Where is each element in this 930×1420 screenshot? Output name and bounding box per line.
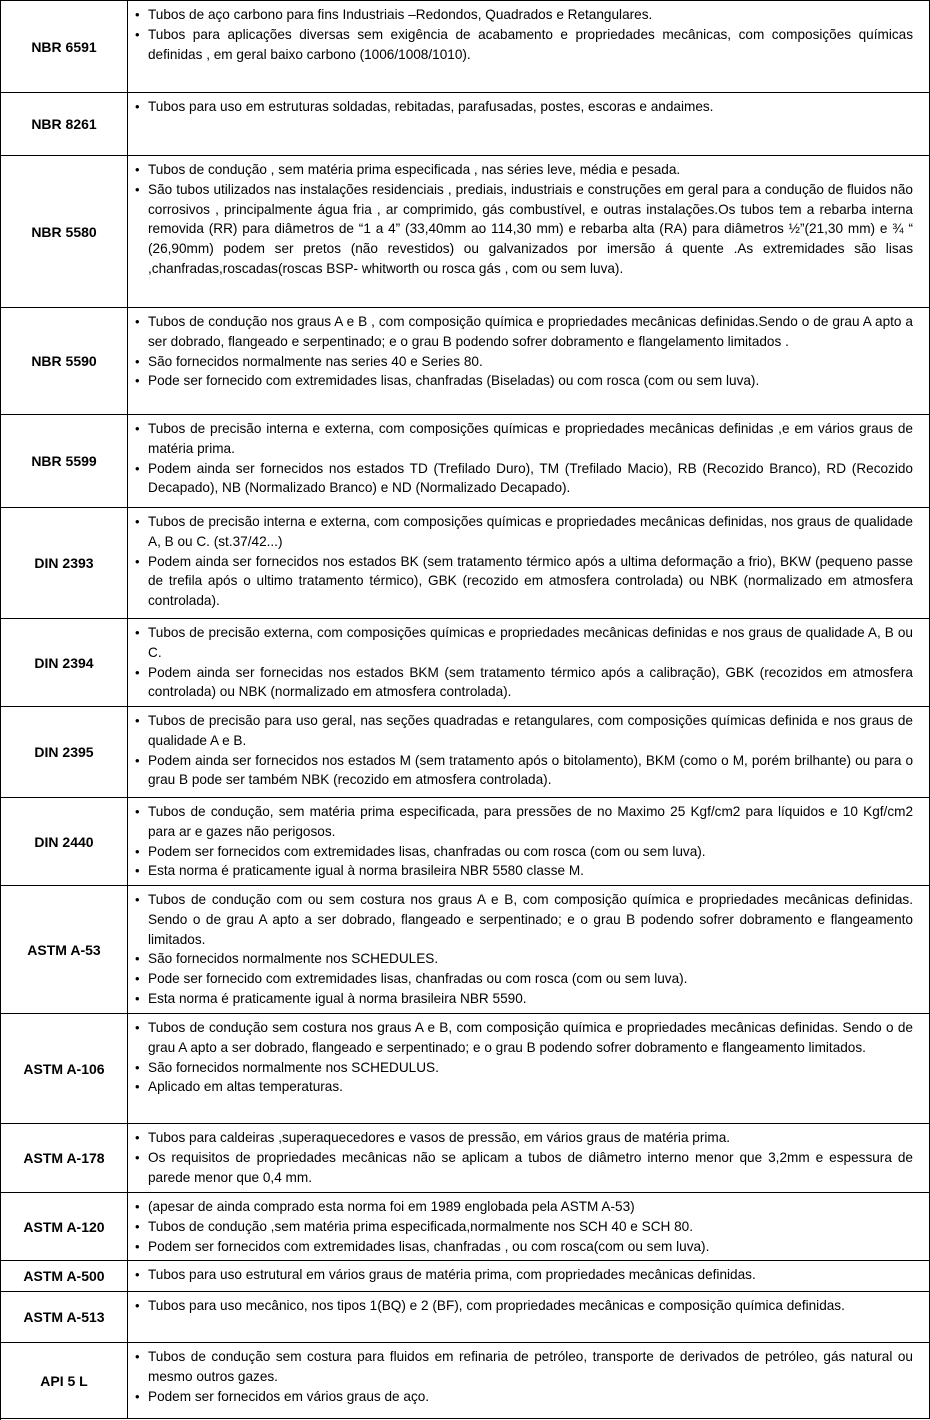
bullet-list [134,890,913,1009]
standard-code: ASTM A-500 [1,1261,128,1291]
bullet-list [134,1128,913,1187]
bullet-item: • Tubos para aplicações diversas sem exigência de acabamento e propriedades mecânicas, com composições químicas definidas , em geral baixo carbono (1006/1008/1010). [134,25,913,65]
standard-code: API 5 L [1,1343,128,1418]
standard-description [128,1343,930,1418]
bullet-list [134,5,913,64]
standard-description [128,619,930,706]
bullet-item: • Tubos para caldeiras ,superaquecedores e vasos de pressão, em vários graus de matéria prima. [134,1128,913,1148]
bullet-list [134,512,913,611]
standard-description [128,798,930,885]
standard-code: ASTM A-53 [1,886,128,1013]
bullet-list [134,1018,913,1097]
standard-description [128,415,930,507]
standard-code: NBR 5590 [1,308,128,414]
bullet-item: • Tubos de condução ,sem matéria prima especificada,normalmente nos SCH 40 e SCH 80. [134,1217,913,1237]
bullet-item: • Tubos de precisão interna e externa, com composições químicas e propriedades mecânicas definidas, nos graus de qualidade A, B ou C. (st.37/42...) [134,512,913,552]
bullet-item: • Tubos de precisão interna e externa, com composições químicas e propriedades mecânicas definidas ,e em vários graus de matéria prima. [134,419,913,459]
table-row [1,1014,930,1124]
bullet-item: • Tubos de condução, sem matéria prima especificada, para pressões de no Maximo 25 Kgf/cm2 para líquidos e 10 Kgf/cm2 para ar e gazes não perigosos. [134,802,913,842]
standard-description [128,886,930,1013]
bullet-item: • Pode ser fornecido com extremidades lisas, chanfradas ou com rosca (com ou sem luva). [134,969,913,989]
table-row [1,707,930,798]
bullet-item: • Tubos de condução sem costura nos graus A e B, com composição química e propriedades mecânicas definidas. Sendo o de grau A apto a ser dobrado, flangeado e serpentinado; e o grau B podendo sofrer dobramento e flangeamento limitados. [134,1018,913,1058]
table-row [1,1343,930,1419]
bullet-list [134,1197,913,1256]
table-row [1,1124,930,1193]
bullet-item: • Tubos de condução sem costura para fluidos em refinaria de petróleo, transporte de derivados de petróleo, gás natural ou mesmo outros gazes. [134,1347,913,1387]
standard-code: ASTM A-120 [1,1193,128,1260]
bullet-list [134,160,913,279]
bullet-item: • São fornecidos normalmente nos SCHEDULUS. [134,1058,913,1078]
table-row [1,798,930,886]
bullet-item: • Podem ainda ser fornecidos nos estados TD (Trefilado Duro), TM (Trefilado Macio), RB (Recozido Branco), RD (Recozido Decapado), NB (Normalizado Branco) e ND (Normalizado Decapado). [134,459,913,499]
bullet-item: • Tubos de precisão para uso geral, nas seções quadradas e retangulares, com composições químicas definida e nos graus de qualidade A e B. [134,711,913,751]
table-row [1,619,930,707]
standard-code: ASTM A-106 [1,1014,128,1123]
bullet-item: • Podem ser fornecidos com extremidades lisas, chanfradas ou com rosca (com ou sem luva). [134,842,913,862]
bullet-item: • Tubos de condução , sem matéria prima especificada , nas séries leve, média e pesada. [134,160,913,180]
standard-description [128,156,930,307]
bullet-item: • Tubos para uso estrutural em vários graus de matéria prima, com propriedades mecânicas definidas. [134,1265,913,1285]
table-row [1,308,930,415]
bullet-item: • Tubos de aço carbono para fins Industriais –Redondos, Quadrados e Retangulares. [134,5,913,25]
bullet-item: • Tubos de precisão externa, com composições químicas e propriedades mecânicas definidas e nos graus de qualidade A, B ou C. [134,623,913,663]
bullet-item: • Aplicado em altas temperaturas. [134,1077,913,1097]
standard-description [128,508,930,618]
standard-description [128,1261,930,1291]
standard-description [128,1292,930,1342]
bullet-item: • Tubos de condução nos graus A e B , com composição química e propriedades mecânicas definidas.Sendo o de grau A apto a ser dobrado, flangeado e serpentinado; e o grau B podendo sofrer dobramento e flangelamento limitados . [134,312,913,352]
bullet-item: • Tubos para uso em estruturas soldadas, rebitadas, parafusadas, postes, escoras e andaimes. [134,97,913,117]
table-row [1,1292,930,1343]
bullet-list [134,623,913,702]
standard-description [128,93,930,155]
table-row [1,415,930,508]
standard-code: DIN 2394 [1,619,128,706]
table-row [1,886,930,1014]
bullet-item: • São fornecidos normalmente nas series 40 e Series 80. [134,352,913,372]
table-row [1,508,930,619]
bullet-list [134,312,913,391]
table-row [1,156,930,308]
standard-code: DIN 2393 [1,508,128,618]
table-row [1,1261,930,1292]
standard-description [128,308,930,414]
bullet-item: • Tubos de condução com ou sem costura nos graus A e B, com composição química e propriedades mecânicas definidas. Sendo o de grau A apto a ser dobrado, flangeado e serpentinado; e o grau B podendo sofrer dobramento e flangeamento limitados. [134,890,913,949]
bullet-item: • São tubos utilizados nas instalações residenciais , prediais, industriais e construções em geral para a condução de fluidos não corrosivos , principalmente água fria , ar comprimido, gás combustível, e outras instalações.Os tubos tem a rebarba interna removida (RR) para diâmetros de “1 a 4” (33,40mm ao 114,30 mm) e rebarba alta (RA) para diâmetros ½”(21,30 mm) e ¾ “ (26,90mm) podem ser pretos (não revestidos) ou galvanizados por imersão á quente .As extremidades são lisas ,chanfradas,roscadas(roscas BSP- whitworth ou rosca gás , com ou sem luva). [134,180,913,279]
standard-code: NBR 8261 [1,93,128,155]
bullet-item: • (apesar de ainda comprado esta norma foi em 1989 englobada pela ASTM A-53) [134,1197,913,1217]
bullet-list [134,1347,913,1406]
bullet-item: • Tubos para uso mecânico, nos tipos 1(BQ) e 2 (BF), com propriedades mecânicas e composição química definidas. [134,1296,913,1316]
standard-code: DIN 2395 [1,707,128,797]
bullet-item: • Podem ainda ser fornecidos nos estados BK (sem tratamento térmico após a ultima deformação a frio), BKW (pequeno passe de trefila após o ultimo tratamento térmico), GBK (recozido em atmosfera controlada) ou NBK (normalizado em atmosfera controlada). [134,552,913,611]
standard-code: NBR 5580 [1,156,128,307]
standard-code: NBR 5599 [1,415,128,507]
bullet-item: • Os requisitos de propriedades mecânicas não se aplicam a tubos de diâmetro interno menor que 3,2mm e espessura de parede menor que 0,4 mm. [134,1148,913,1188]
standard-description [128,1,930,92]
standard-description [128,1124,930,1192]
bullet-item: • Podem ser fornecidos com extremidades lisas, chanfradas , ou com rosca(com ou sem luva). [134,1237,913,1257]
bullet-list [134,1265,913,1285]
bullet-item: • Esta norma é praticamente igual à norma brasileira NBR 5590. [134,989,913,1009]
table-row [1,1193,930,1261]
bullet-item: • São fornecidos normalmente nos SCHEDULES. [134,949,913,969]
table-row [1,1,930,93]
bullet-list [134,711,913,790]
standard-description [128,707,930,797]
bullet-item: • Podem ser fornecidos em vários graus de aço. [134,1387,913,1407]
standard-code: NBR 6591 [1,1,128,92]
bullet-item: • Pode ser fornecido com extremidades lisas, chanfradas (Biseladas) ou com rosca (com ou sem luva). [134,371,913,391]
bullet-item: • Podem ainda ser fornecidos nos estados M (sem tratamento após o bitolamento), BKM (como o M, porém brilhante) ou para o grau B pode ser também NBK (recozido em atmosfera controlada). [134,751,913,791]
table-row [1,93,930,156]
standard-code: DIN 2440 [1,798,128,885]
bullet-item: • Esta norma é praticamente igual à norma brasileira NBR 5580 classe M. [134,861,913,881]
standard-code: ASTM A-513 [1,1292,128,1342]
bullet-list [134,1296,913,1316]
bullet-list [134,419,913,498]
bullet-item: • Podem ainda ser fornecidas nos estados BKM (sem tratamento térmico após a calibração), GBK (recozidos em atmosfera controlada) ou NBK (normalizado em atmosfera controlada). [134,663,913,703]
bullet-list [134,802,913,881]
standard-description [128,1193,930,1260]
standard-code: ASTM A-178 [1,1124,128,1192]
standard-description [128,1014,930,1123]
bullet-list [134,97,913,117]
